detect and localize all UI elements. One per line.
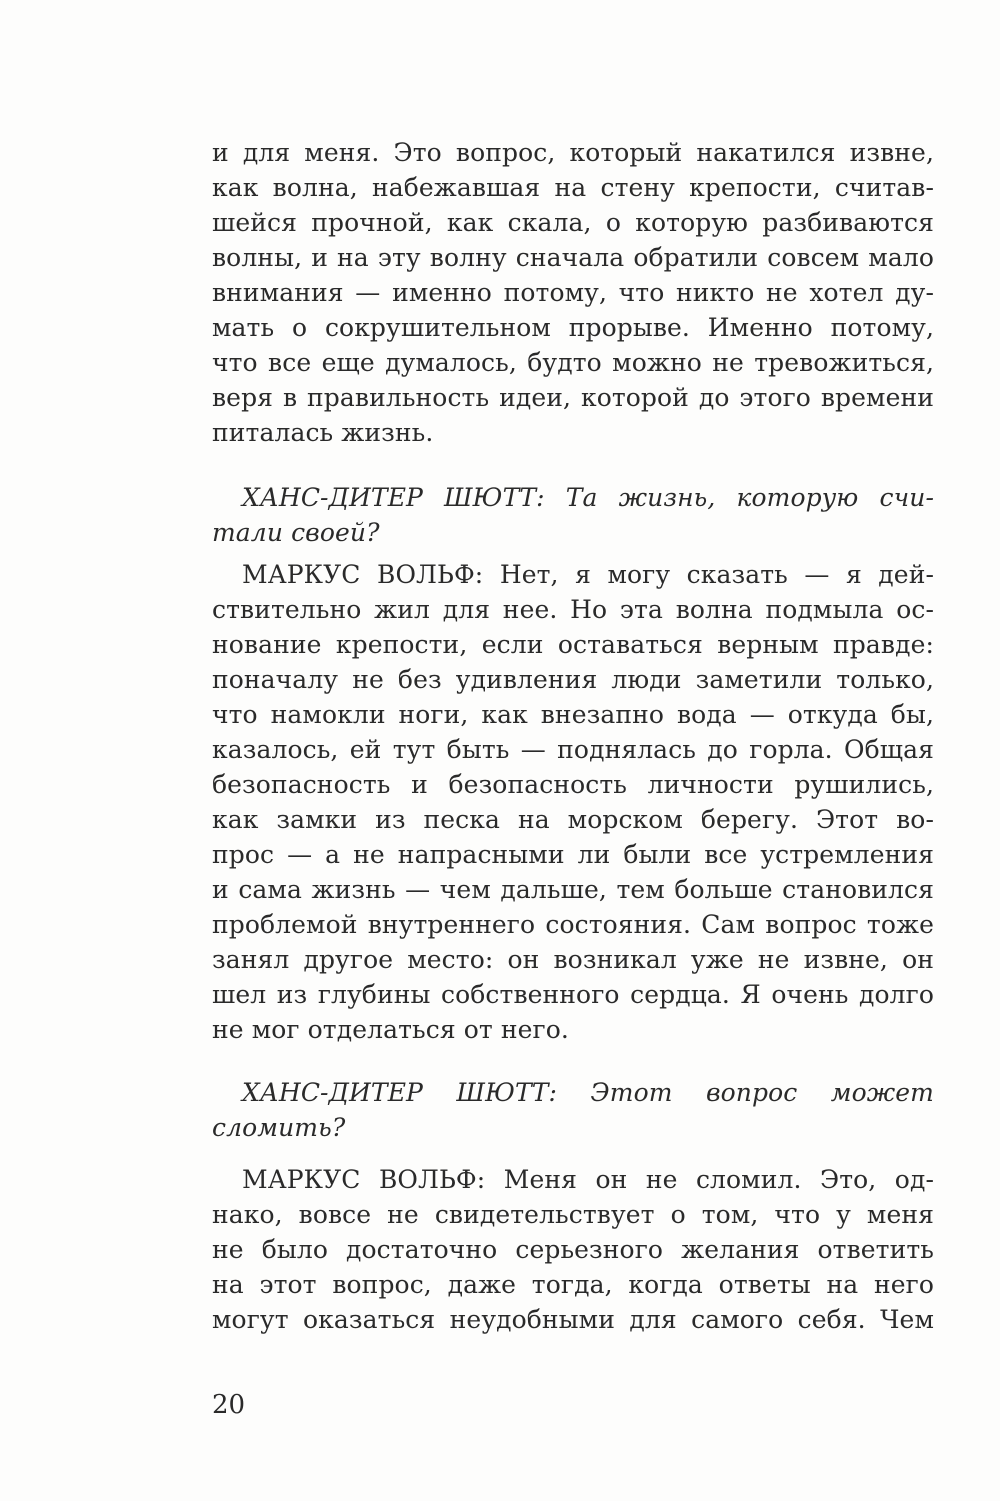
interviewer-question <box>212 1075 934 1145</box>
interview-answer <box>212 135 934 450</box>
text-line: что все еще думалось, будто можно не тревожиться, <box>212 348 934 377</box>
text-line: могут оказаться неудобными для самого себя. Чем <box>212 1305 934 1334</box>
text-line: что намокли ноги, как внезапно вода — откуда бы, <box>212 700 934 729</box>
text-line: шел из глубины собственного сердца. Я очень долго <box>212 980 934 1009</box>
text-line: мать о сокрушительном прорыве. Именно потому, <box>212 313 934 342</box>
page-number: 20 <box>212 1390 246 1420</box>
text-line: нование крепости, если оставаться верным правде: <box>212 630 934 659</box>
page-body-text <box>212 135 934 1385</box>
text-line: казалось, ей тут быть — поднялась до горла. Общая <box>212 735 934 764</box>
text-line: МАРКУС ВОЛЬФ: Меня он не сломил. Это, од- <box>242 1165 934 1194</box>
text-line: не мог отделаться от него. <box>212 1015 569 1044</box>
text-line: и для меня. Это вопрос, который накатился извне, <box>212 138 934 167</box>
text-line: веря в правильность идеи, которой до этого времени <box>212 383 934 412</box>
text-line: ХАНС-ДИТЕР ШЮТТ: Та жизнь, которую счи- <box>242 483 934 512</box>
text-line: нако, вовсе не свидетельствует о том, что у меня <box>212 1200 934 1229</box>
text-line: как волна, набежавшая на стену крепости, считав- <box>212 173 934 202</box>
text-line: поначалу не без удивления люди заметили только, <box>212 665 934 694</box>
interview-answer <box>212 557 934 1047</box>
text-line: как замки из песка на морском берегу. Этот во- <box>212 805 934 834</box>
text-line: внимания — именно потому, что никто не хотел ду- <box>212 278 934 307</box>
text-line: безопасность и безопасность личности рушились, <box>212 770 934 799</box>
text-line: сломить? <box>212 1113 346 1142</box>
interview-answer <box>212 1162 934 1337</box>
text-line: занял другое место: он возникал уже не извне, он <box>212 945 934 974</box>
text-line: ствительно жил для нее. Но эта волна подмыла ос- <box>212 595 934 624</box>
text-line: проблемой внутреннего состояния. Сам вопрос тоже <box>212 910 934 939</box>
interviewer-question <box>212 480 934 550</box>
text-line: прос — а не напрасными ли были все устремления <box>212 840 934 869</box>
text-line: и сама жизнь — чем дальше, тем больше становился <box>212 875 934 904</box>
text-line: тали своей? <box>212 518 380 547</box>
text-line: ХАНС-ДИТЕР ШЮТТ: Этот вопрос может <box>242 1078 934 1107</box>
text-line: питалась жизнь. <box>212 418 434 447</box>
text-line: не было достаточно серьезного желания ответить <box>212 1235 934 1264</box>
text-line: волны, и на эту волну сначала обратили совсем мало <box>212 243 934 272</box>
text-line: МАРКУС ВОЛЬФ: Нет, я могу сказать — я дей- <box>242 560 934 589</box>
text-line: на этот вопрос, даже тогда, когда ответы на него <box>212 1270 934 1299</box>
text-line: шейся прочной, как скала, о которую разбиваются <box>212 208 934 237</box>
